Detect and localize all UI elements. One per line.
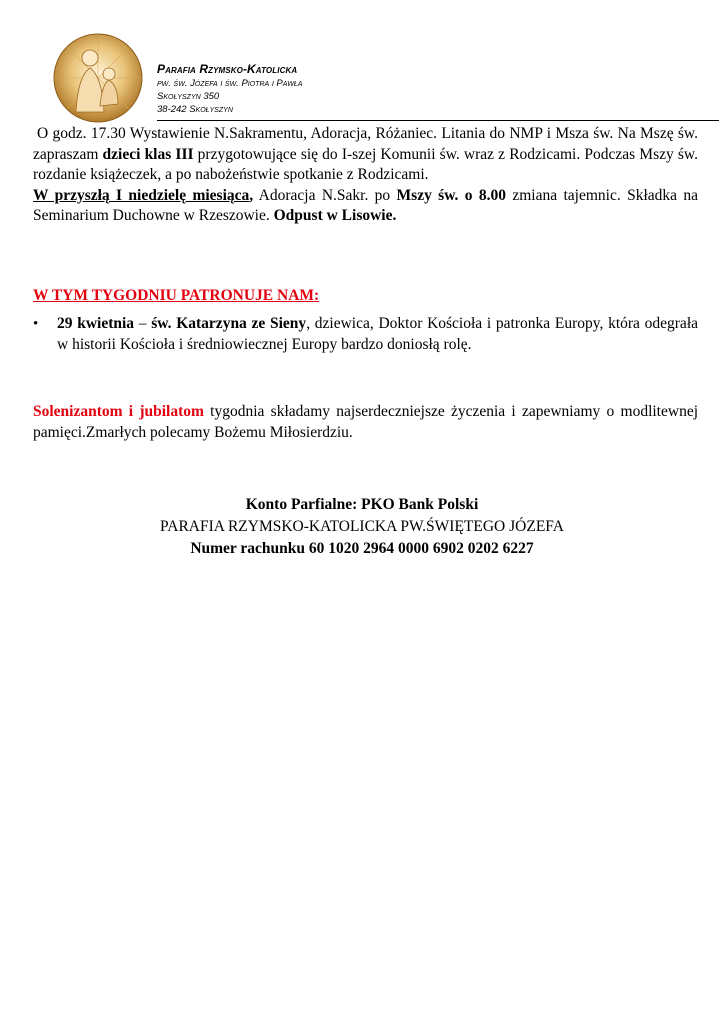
- patron-date: 29 kwietnia: [57, 315, 135, 332]
- wishes-highlight: Solenizantom i jubilatom: [33, 403, 204, 420]
- patron-text: [57, 314, 698, 355]
- header-divider: [157, 120, 719, 121]
- text-run: tygodnia składamy najserdeczniejsze życzenia i zapewniamy o modlitewnej pamięci.Zmarłych polecamy Bożemu Miłosierdziu.: [33, 403, 698, 441]
- parish-address: Skołyszyn 350: [157, 91, 220, 102]
- parish-postcode: 38-242 Skołyszyn: [157, 104, 233, 115]
- account-holder: PARAFIA RZYMSKO-KATOLICKA PW.ŚWIĘTEGO JÓZEFA: [160, 518, 564, 535]
- text-run-bold: Mszy św. o 8.00: [396, 186, 507, 204]
- text-run-bold: Odpust w Lisowie.: [273, 207, 397, 224]
- parish-name: Parafia Rzymsko-Katolicka: [157, 62, 298, 76]
- text-run: przygotowujące się do I-szej Komunii św. wraz z Rodzicami. Podczas Mszy św. rozdanie książeczek, a po nabożeństwie spotkanie z Rodzicami.: [33, 145, 698, 183]
- text-run: –: [134, 315, 152, 332]
- bullet-icon: •: [33, 316, 39, 332]
- patron-list-item: [33, 314, 698, 355]
- parish-header: [157, 62, 717, 116]
- announcement-paragraph: [33, 124, 698, 227]
- patron-description: , dziewica, Doktor Kościoła i patronka Europy, która odegrała w historii Kościoła i średniowiecznej Europy bardzo doniosłą rolę.: [57, 315, 698, 353]
- text-run-bold-underline: W przyszłą I niedzielę miesiąca: [33, 186, 250, 204]
- account-number: Numer rachunku 60 1020 2964 0000 6902 0202 6227: [190, 540, 534, 557]
- account-title: Konto Parfialne: PKO Bank Polski: [245, 496, 479, 513]
- text-run: O godz. 17.30 Wystawienie N.Sakramentu, Adoracja, Różaniec. Litania do NMP i Msza św. Na Mszę św. zapraszam: [33, 125, 698, 163]
- patron-saint-name: św. Katarzyna ze Sieny: [151, 315, 307, 332]
- text-run: zmiana tajemnic. Składka na Seminarium Duchowne w Rzeszowie.: [33, 186, 698, 224]
- parish-patrons: pw. św. Józefa i św. Piotra i Pawła: [157, 78, 303, 89]
- text-run: Adoracja N.Sakr. po: [253, 186, 397, 204]
- text-run-bold: dzieci klas III: [102, 145, 194, 163]
- text-run-bold-underline: ,: [249, 186, 254, 204]
- patron-heading: W TYM TYGODNIU PATRONUJE NAM:: [33, 287, 320, 304]
- parish-logo-icon: [52, 32, 144, 124]
- wishes-paragraph: [33, 402, 698, 443]
